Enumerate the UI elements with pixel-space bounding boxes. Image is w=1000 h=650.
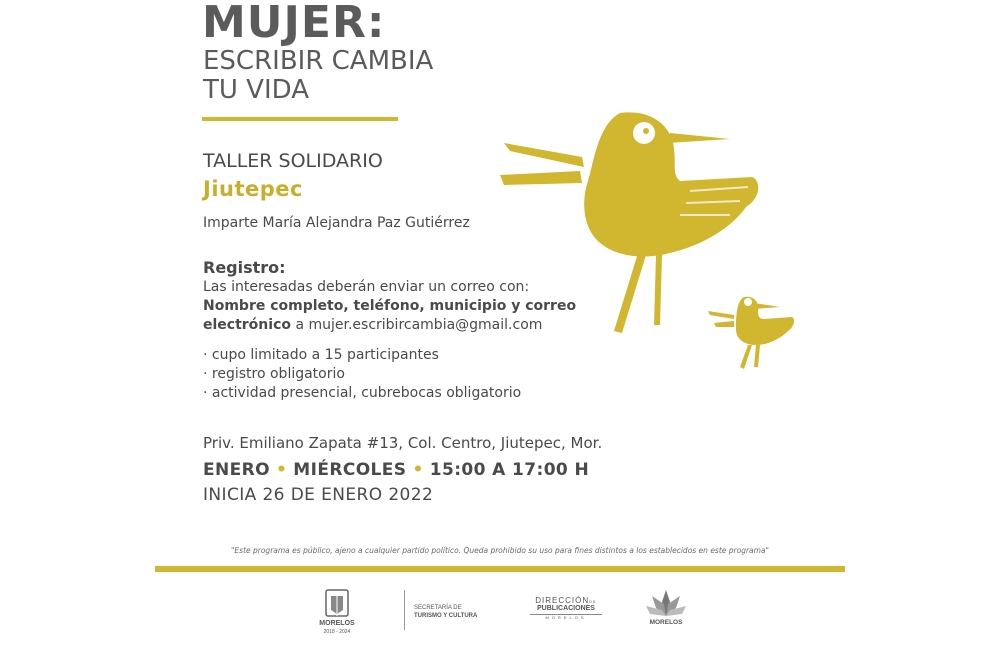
title-line-2: ESCRIBIR CAMBIA [203,46,434,76]
registration-heading: Registro: [203,258,286,277]
morelos-logo [312,588,362,638]
morelos-years: 2018 - 2024 [323,629,351,635]
direccion-line-2: PUBLICACIONES [537,605,595,612]
registration-line-2: Nombre completo, teléfono, municipio y correo [203,298,577,314]
logo-divider [404,590,405,630]
list-item: · cupo limitado a 15 participantes [203,347,439,363]
workshop-teacher: Imparte María Alejandra Paz Gutiérrez [203,215,470,231]
direccion-publicaciones-logo [530,596,602,620]
list-item: · actividad presencial, cubrebocas obligatorio [203,385,522,401]
registration-line-1: Las interesadas deberán enviar un correo con: [203,279,530,295]
secretaria-logo [414,604,477,620]
registration-email-label: electrónico [203,317,291,333]
direccion-line-1: DIRECCIÓN [535,596,590,605]
title-line-1: MUJER: [202,0,386,48]
footer-rule [155,566,845,572]
title-line-3: TU VIDA [203,75,309,105]
list-item: · registro obligatorio [203,366,345,382]
large-bird-icon [500,112,758,333]
direccion-line-1-small: DE [589,599,597,604]
workshop-place: Jiutepec [203,177,303,201]
secretaria-line-2: TURISMO Y CULTURA [414,613,478,619]
separator-dot: • [412,460,424,480]
disclaimer: "Este programa es público, ajeno a cualquier partido político. Queda prohibido su uso para fines distintos a los establecidos en este programa" [230,546,770,555]
schedule-day: MIÉRCOLES [293,460,407,480]
start-date: INICIA 26 DE ENERO 2022 [203,485,434,505]
direccion-line-3: MORELOS [530,614,602,620]
registration-email: a mujer.escribircambia@gmail.com [291,317,543,333]
workshop-name: TALLER SOLIDARIO [203,150,383,172]
schedule-month: ENERO [203,460,270,480]
schedule [203,460,589,480]
requirements-list [203,346,521,403]
title-underline [202,117,398,121]
secretaria-line-1: SECRETARÍA DE [414,605,462,611]
schedule-time: 15:00 A 17:00 H [429,460,590,480]
separator-dot: • [276,460,288,480]
morelos-flower-logo [644,588,688,638]
morelos-label: MORELOS [319,620,355,627]
bird-illustration [490,95,810,385]
morelos-flower-label: MORELOS [649,619,683,626]
address: Priv. Emiliano Zapata #13, Col. Centro, Jiutepec, Mor. [203,434,603,452]
small-bird-icon [708,297,794,369]
flower-icon [644,588,688,618]
